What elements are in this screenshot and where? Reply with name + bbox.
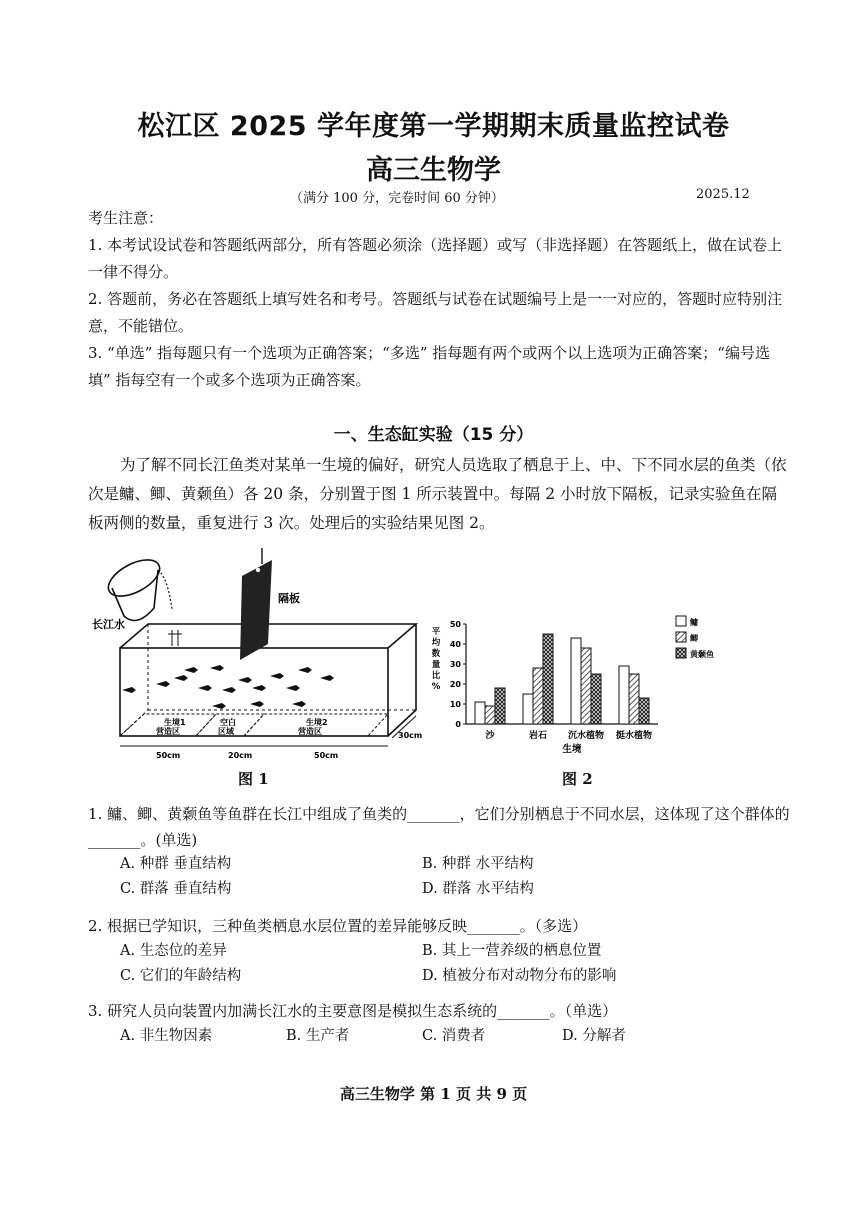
question-3-stem: 3. 研究人员向装置内加满长江水的主要意图是模拟生态系统的_______。（单选）: [88, 1002, 618, 1020]
notice-item-3: 3. “单选” 指每题只有一个选项为正确答案；“多选” 指每题有两个或两个以上选项为正确答案；“编号选填” 指每空有一个或多个选项为正确答案。: [88, 344, 770, 389]
y-tick-label: 30: [449, 660, 461, 669]
dim-d: 30cm: [398, 731, 422, 740]
bar-鲫-挺水植物: [629, 674, 639, 724]
y-axis-label-char: %: [431, 682, 441, 692]
bar-鲫-沉水植物: [581, 648, 591, 724]
section-intro: 为了解不同长江鱼类对某单一生境的偏好，研究人员选取了栖息于上、中、下不同水层的鱼类（依次是鳙、鲫、黄颡鱼）各 20 条，分别置于图 1 所示装置中。每隔 2 小时放下隔板，记录实验鱼在隔板两侧的数量，重复进行 3 次。处理后的实验结果见图 2。: [88, 456, 787, 532]
bar-鳙-沉水植物: [571, 638, 581, 724]
bar-鳙-岩石: [523, 694, 533, 724]
y-axis-label-char: 均: [431, 638, 441, 648]
legend-label: 鳙: [690, 618, 698, 627]
question-2-option-c[interactable]: C. 它们的年龄结构: [120, 968, 242, 984]
water-label: 长江水: [92, 618, 125, 631]
question-2-option-d[interactable]: D. 植被分布对动物分布的影响: [422, 968, 617, 984]
y-axis-label-char: 数: [431, 649, 441, 659]
x-axis-label: 生境: [562, 744, 582, 755]
legend-label: 鲫: [690, 634, 698, 643]
exam-info: （满分 100 分，完卷时间 60 分钟）: [290, 191, 504, 206]
y-tick-label: 40: [449, 640, 461, 649]
question-1-stem: 1. 鳙、鲫、黄颡鱼等鱼群在长江中组成了鱼类的_______，它们分别栖息于不同水层，这体现了这个群体的_______。(单选): [88, 805, 790, 849]
y-axis-label-char: 比: [431, 671, 441, 681]
question-3-option-c[interactable]: C. 消费者: [422, 1028, 486, 1044]
beaker-icon: [103, 552, 172, 620]
question-3-option-d[interactable]: D. 分解者: [562, 1028, 626, 1044]
section-title: 一、生态缸实验（15 分）: [333, 425, 534, 445]
figure2-chart: [428, 612, 728, 762]
bar-黄颡鱼-挺水植物: [639, 698, 649, 724]
fish-group: [122, 665, 334, 709]
bar-黄颡鱼-沙: [495, 688, 505, 724]
notice-heading: 考生注意：: [88, 209, 164, 227]
dim-b: 20cm: [228, 751, 253, 760]
y-tick-label: 10: [449, 700, 461, 709]
x-tick-label: 沉水植物: [567, 731, 605, 741]
y-tick-label: 0: [455, 720, 461, 729]
legend-swatch: [676, 616, 686, 626]
legend-label: 黄颡鱼: [690, 650, 714, 659]
page-footer: 高三生物学 第 1 页 共 9 页: [339, 1085, 528, 1103]
question-1-option-c[interactable]: C. 群落 垂直结构: [120, 881, 232, 897]
figure2-caption: 图 2: [562, 770, 593, 788]
y-axis-label-char: 量: [431, 660, 441, 670]
notice-item-2: 2. 答题前，务必在答题纸上填写姓名和考号。答题纸与试卷在试题编号上是一一对应的，答题时应特别注意，不能错位。: [88, 290, 783, 335]
dim-a: 50cm: [156, 751, 181, 760]
notice-item-1: 1. 本考试设试卷和答题纸两部分，所有答题必须涂（选择题）或写（非选择题）在答题纸上，做在试卷上一律不得分。: [88, 236, 783, 281]
question-2-option-b[interactable]: B. 其上一营养级的栖息位置: [422, 943, 602, 959]
figure1-caption: 图 1: [238, 770, 269, 788]
legend-swatch: [676, 632, 686, 642]
exam-title: 松江区 2025 学年度第一学期期末质量监控试卷: [137, 111, 730, 142]
divider-board: [240, 548, 272, 660]
y-axis-label-char: 平: [431, 627, 441, 637]
bar-黄颡鱼-岩石: [543, 634, 553, 724]
zone2-label: 生境2 营造区: [298, 718, 328, 736]
x-tick-label: 沙: [485, 731, 495, 741]
question-2-stem: 2. 根据已学知识，三种鱼类栖息水层位置的差异能够反映_______。（多选）: [88, 917, 588, 935]
exam-date: 2025.12: [696, 187, 750, 202]
question-1-option-d[interactable]: D. 群落 水平结构: [422, 881, 534, 897]
y-tick-label: 50: [449, 620, 461, 629]
question-3-option-a[interactable]: A. 非生物因素: [120, 1028, 213, 1044]
question-1-option-b[interactable]: B. 种群 水平结构: [422, 856, 534, 872]
bar-鳙-沙: [475, 702, 485, 724]
bar-鲫-沙: [485, 706, 495, 724]
question-1-option-a[interactable]: A. 种群 垂直结构: [120, 856, 232, 872]
y-tick-label: 20: [449, 680, 461, 689]
figure1-apparatus: [92, 548, 422, 763]
bar-黄颡鱼-沉水植物: [591, 674, 601, 724]
question-3-option-b[interactable]: B. 生产者: [286, 1028, 350, 1044]
x-tick-label: 岩石: [528, 731, 548, 741]
bar-鳙-挺水植物: [619, 666, 629, 724]
bar-鲫-岩石: [533, 668, 543, 724]
zone-mid-label: 空白区域: [218, 718, 236, 736]
legend-swatch: [676, 648, 686, 658]
dim-c: 50cm: [314, 751, 339, 760]
question-2-option-a[interactable]: A. 生态位的差异: [120, 943, 227, 959]
x-tick-label: 挺水植物: [615, 731, 653, 741]
zone1-label: 生境1 营造区: [156, 718, 186, 736]
board-label: 隔板: [278, 592, 300, 605]
exam-subject: 高三生物学: [366, 155, 501, 186]
